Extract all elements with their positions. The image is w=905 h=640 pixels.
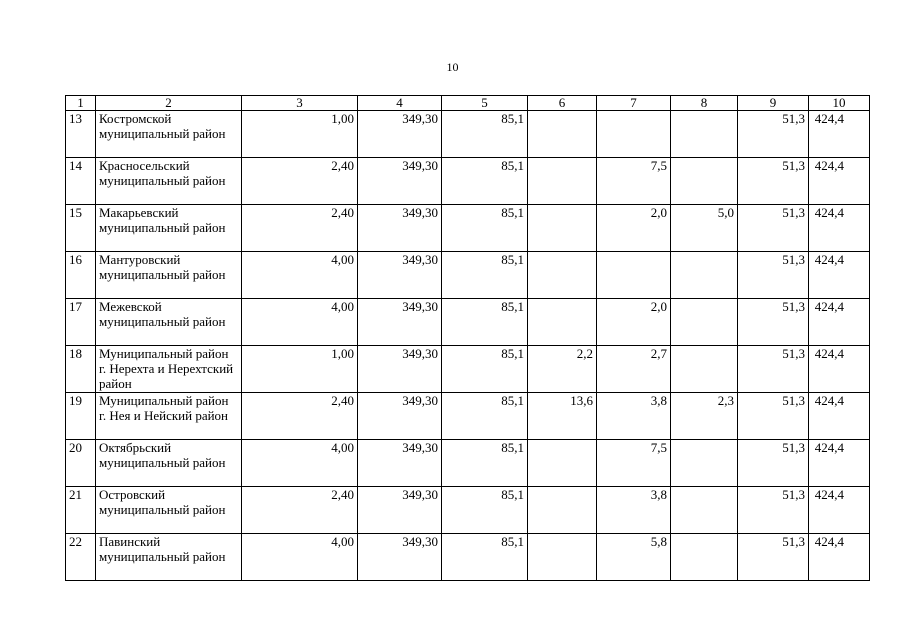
cell-col3: 2,40	[242, 158, 358, 205]
row-number: 22	[66, 534, 96, 581]
cell-col9: 51,3	[738, 158, 809, 205]
cell-col7: 3,8	[597, 393, 671, 440]
cell-col3: 2,40	[242, 205, 358, 252]
cell-col5: 85,1	[442, 346, 528, 393]
row-number: 14	[66, 158, 96, 205]
cell-col7: 2,0	[597, 205, 671, 252]
column-header: 3	[242, 96, 358, 111]
cell-col4: 349,30	[358, 252, 442, 299]
cell-col10: 424,4	[809, 299, 870, 346]
cell-col4: 349,30	[358, 534, 442, 581]
cell-col3: 4,00	[242, 440, 358, 487]
cell-col10: 424,4	[809, 252, 870, 299]
cell-col7	[597, 111, 671, 158]
table-row	[66, 252, 870, 299]
column-header: 5	[442, 96, 528, 111]
cell-col6	[528, 205, 597, 252]
row-number: 17	[66, 299, 96, 346]
district-name: Мантуровский муниципальный район	[96, 252, 242, 299]
row-number: 18	[66, 346, 96, 393]
cell-col7: 7,5	[597, 158, 671, 205]
cell-col9: 51,3	[738, 205, 809, 252]
cell-col3: 4,00	[242, 534, 358, 581]
cell-col6	[528, 534, 597, 581]
table-row	[66, 534, 870, 581]
row-number: 15	[66, 205, 96, 252]
table-header-row	[66, 96, 870, 111]
district-name: Межевской муниципальный район	[96, 299, 242, 346]
cell-col7: 2,7	[597, 346, 671, 393]
cell-col7: 3,8	[597, 487, 671, 534]
cell-col3: 2,40	[242, 487, 358, 534]
cell-col5: 85,1	[442, 299, 528, 346]
cell-col6	[528, 487, 597, 534]
cell-col9: 51,3	[738, 111, 809, 158]
cell-col5: 85,1	[442, 158, 528, 205]
cell-col6	[528, 440, 597, 487]
cell-col10: 424,4	[809, 534, 870, 581]
cell-col10: 424,4	[809, 487, 870, 534]
cell-col4: 349,30	[358, 111, 442, 158]
cell-col8	[671, 252, 738, 299]
cell-col8	[671, 346, 738, 393]
cell-col7	[597, 252, 671, 299]
cell-col3: 4,00	[242, 252, 358, 299]
cell-col4: 349,30	[358, 158, 442, 205]
cell-col5: 85,1	[442, 393, 528, 440]
cell-col10: 424,4	[809, 346, 870, 393]
cell-col6	[528, 299, 597, 346]
table-body	[66, 111, 870, 581]
cell-col9: 51,3	[738, 346, 809, 393]
column-header: 7	[597, 96, 671, 111]
cell-col6	[528, 158, 597, 205]
cell-col7: 5,8	[597, 534, 671, 581]
column-header: 8	[671, 96, 738, 111]
data-table	[65, 95, 870, 581]
cell-col7: 2,0	[597, 299, 671, 346]
cell-col8: 2,3	[671, 393, 738, 440]
table-row	[66, 299, 870, 346]
cell-col8	[671, 158, 738, 205]
table-header	[66, 96, 870, 111]
cell-col6	[528, 111, 597, 158]
cell-col3: 1,00	[242, 111, 358, 158]
row-number: 20	[66, 440, 96, 487]
cell-col5: 85,1	[442, 252, 528, 299]
cell-col9: 51,3	[738, 393, 809, 440]
table-row	[66, 440, 870, 487]
cell-col4: 349,30	[358, 393, 442, 440]
page-number: 10	[446, 60, 459, 74]
cell-col8	[671, 487, 738, 534]
district-name: Островский муниципальный район	[96, 487, 242, 534]
cell-col4: 349,30	[358, 205, 442, 252]
column-header: 10	[809, 96, 870, 111]
district-name: Октябрьский муниципальный район	[96, 440, 242, 487]
cell-col10: 424,4	[809, 440, 870, 487]
cell-col3: 4,00	[242, 299, 358, 346]
cell-col3: 1,00	[242, 346, 358, 393]
district-name: Павинский муниципальный район	[96, 534, 242, 581]
column-header: 4	[358, 96, 442, 111]
cell-col10: 424,4	[809, 393, 870, 440]
cell-col9: 51,3	[738, 487, 809, 534]
district-name: Муниципальный район г. Нерехта и Нерехтский район	[96, 346, 242, 393]
column-header: 9	[738, 96, 809, 111]
column-header: 1	[66, 96, 96, 111]
cell-col4: 349,30	[358, 487, 442, 534]
row-number: 21	[66, 487, 96, 534]
cell-col8	[671, 534, 738, 581]
cell-col5: 85,1	[442, 111, 528, 158]
cell-col4: 349,30	[358, 346, 442, 393]
cell-col7: 7,5	[597, 440, 671, 487]
cell-col5: 85,1	[442, 487, 528, 534]
cell-col5: 85,1	[442, 440, 528, 487]
cell-col10: 424,4	[809, 111, 870, 158]
column-header: 6	[528, 96, 597, 111]
district-name: Красносельский муниципальный район	[96, 158, 242, 205]
cell-col6	[528, 252, 597, 299]
cell-col5: 85,1	[442, 205, 528, 252]
cell-col8	[671, 111, 738, 158]
cell-col9: 51,3	[738, 252, 809, 299]
cell-col3: 2,40	[242, 393, 358, 440]
cell-col4: 349,30	[358, 440, 442, 487]
cell-col10: 424,4	[809, 158, 870, 205]
district-name: Костромской муниципальный район	[96, 111, 242, 158]
row-number: 13	[66, 111, 96, 158]
cell-col8	[671, 299, 738, 346]
table-row	[66, 346, 870, 393]
cell-col10: 424,4	[809, 205, 870, 252]
row-number: 19	[66, 393, 96, 440]
district-name: Муниципальный район г. Нея и Нейский район	[96, 393, 242, 440]
table-row	[66, 393, 870, 440]
table-row	[66, 111, 870, 158]
cell-col6: 2,2	[528, 346, 597, 393]
table-row	[66, 205, 870, 252]
cell-col6: 13,6	[528, 393, 597, 440]
cell-col8: 5,0	[671, 205, 738, 252]
cell-col4: 349,30	[358, 299, 442, 346]
cell-col9: 51,3	[738, 299, 809, 346]
cell-col5: 85,1	[442, 534, 528, 581]
cell-col9: 51,3	[738, 440, 809, 487]
cell-col8	[671, 440, 738, 487]
district-name: Макарьевский муниципальный район	[96, 205, 242, 252]
table-row	[66, 487, 870, 534]
table-row	[66, 158, 870, 205]
row-number: 16	[66, 252, 96, 299]
cell-col9: 51,3	[738, 534, 809, 581]
column-header: 2	[96, 96, 242, 111]
